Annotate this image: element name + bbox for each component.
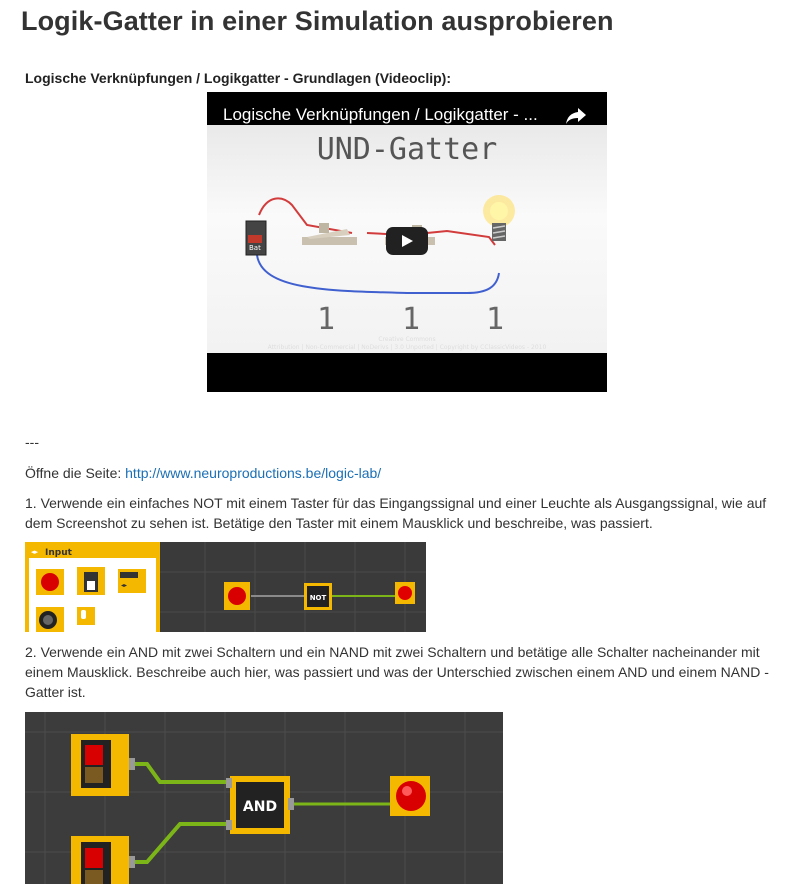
video-credit-line2: Attribution | Non-Commercial | NoDerivs | 3.0 Unported | Copyright by CClassicVideos - 2010 <box>267 344 547 351</box>
task-1-text: 1. Verwende ein einfaches NOT mit einem Taster für das Eingangssignal und einer Leuchte als Ausgangssignal, wie auf dem Screenshot zu sehen ist. Betätige den Taster mit einem Mausklick und beschreibe, was passiert. <box>25 495 767 531</box>
palette-button-icon[interactable] <box>36 569 64 595</box>
red-wire <box>259 198 495 245</box>
switch-1[interactable] <box>71 734 135 796</box>
video-digit-2: 1 <box>401 302 421 337</box>
play-button[interactable] <box>386 227 428 255</box>
light-bulb-icon <box>483 195 515 241</box>
svg-text:◂▸: ◂▸ <box>121 582 128 589</box>
video-title[interactable]: Logische Verknüpfungen / Logikgatter - ... <box>223 105 538 124</box>
page-title: Logik-Gatter in einer Simulation ausprobieren <box>21 6 614 36</box>
blue-wire <box>257 255 499 293</box>
video-subheading: Logische Verknüpfungen / Logikgatter - Grundlagen (Videoclip): <box>25 70 451 86</box>
palette-speaker-icon[interactable] <box>36 607 64 632</box>
palette-display-icon[interactable] <box>118 569 146 593</box>
output-lamp-icon <box>390 776 430 816</box>
and-gate-label: AND <box>242 799 278 815</box>
switch-2[interactable] <box>71 836 135 884</box>
palette-microphone-icon[interactable] <box>77 607 95 625</box>
video-digit-1: 1 <box>316 302 336 337</box>
battery-label: Bat <box>249 244 261 252</box>
video-digit-3: 1 <box>485 302 505 337</box>
sim-and-screenshot <box>25 712 503 884</box>
and-gate[interactable] <box>226 776 294 834</box>
not-gate-label: NOT <box>309 594 327 602</box>
palette-switch-icon[interactable] <box>77 567 105 595</box>
intro-prefix: Öffne die Seite: <box>25 465 126 481</box>
video-heading: UND-Gatter <box>316 132 498 167</box>
intro-paragraph <box>25 463 381 483</box>
sim-not-screenshot <box>25 542 426 632</box>
share-icon[interactable] <box>565 106 587 126</box>
logic-lab-link[interactable]: http://www.neuroproductions.be/logic-lab/ <box>125 465 382 481</box>
input-panel-title: Input <box>45 548 72 558</box>
video-player[interactable] <box>207 92 607 392</box>
task-2-text: 2. Verwende ein AND mit zwei Schaltern und ein NAND mit zwei Schaltern und betätige alle Schalter nacheinander mit einem Mausklick. Beschreibe auch hier, was passiert und was der Unterschied zwischen einem AND und einem NAND - Gatter ist. <box>25 644 769 700</box>
video-credit-line1: Creative Commons <box>378 336 436 343</box>
output-lamp-icon <box>395 582 415 604</box>
input-button-icon[interactable] <box>224 582 250 610</box>
svg-text:◂▸: ◂▸ <box>31 548 39 556</box>
not-gate[interactable] <box>304 583 332 610</box>
separator: --- <box>25 434 39 450</box>
